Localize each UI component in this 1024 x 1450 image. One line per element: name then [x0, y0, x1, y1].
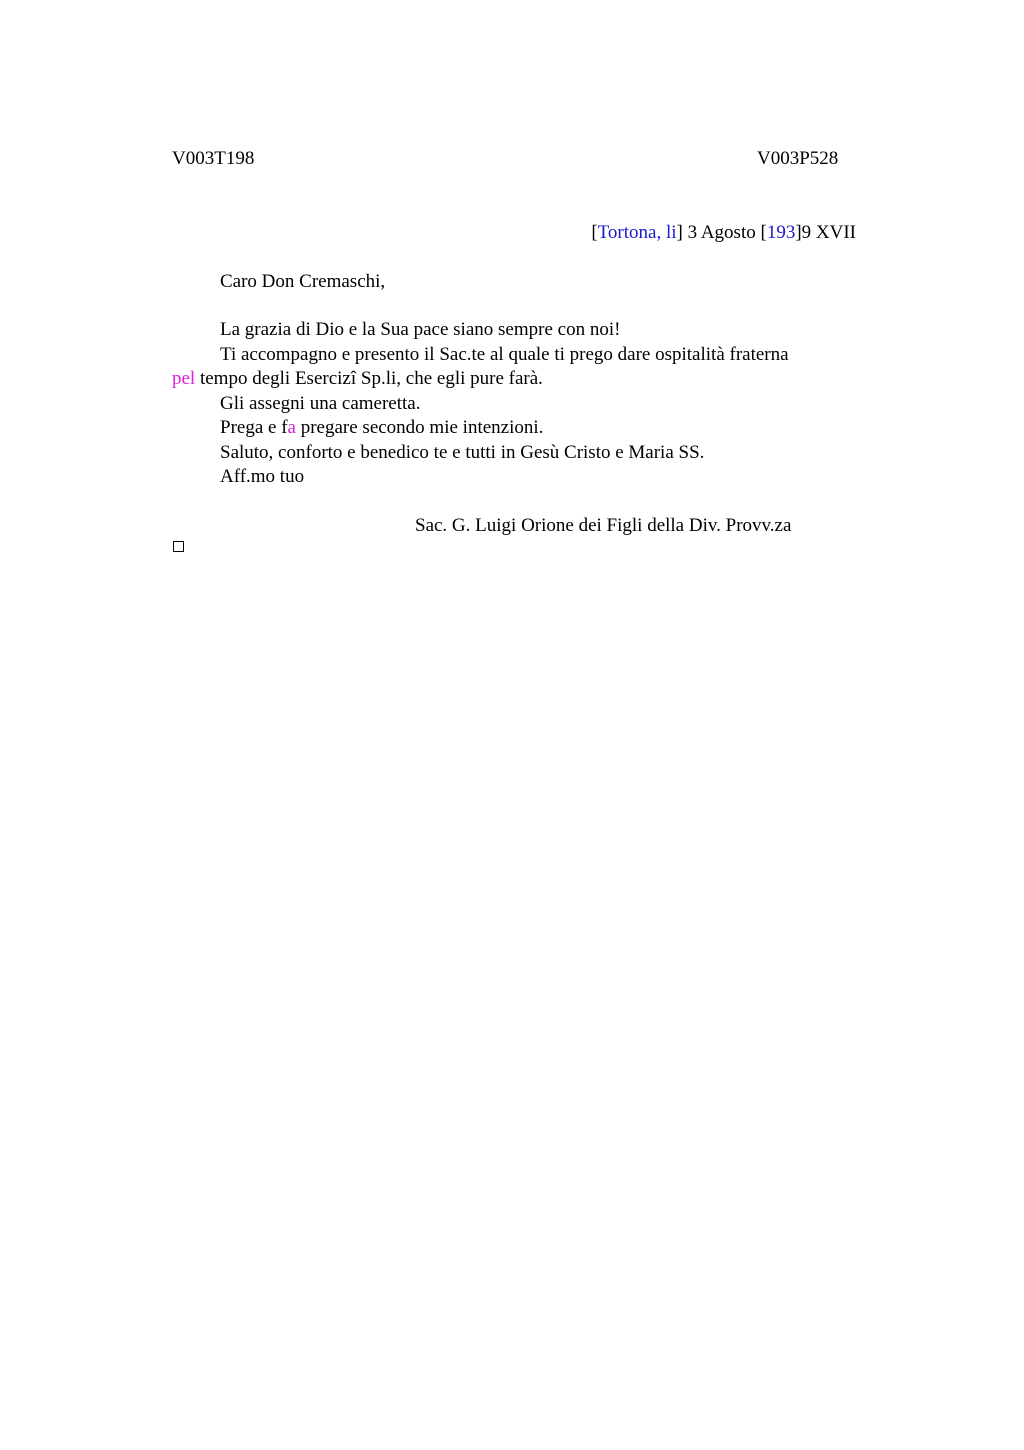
letter-line-5-correction: a: [287, 417, 296, 438]
letter-line-3-end: Sp.li, che egli pure farà.: [356, 368, 543, 389]
date-year-close-bracket: ]: [795, 222, 802, 243]
letter-line-5-start: Prega e f: [220, 417, 288, 438]
date-close-bracket: ]: [676, 222, 683, 243]
document-code-right: V003P528: [757, 148, 839, 169]
date-place: Tortona, li: [597, 222, 677, 243]
date-year-prefix: 193: [766, 222, 796, 243]
date-day-month: 3 Agosto: [682, 222, 761, 243]
letter-line-5-end: pregare secondo mie intenzioni.: [295, 417, 544, 438]
document-code-left: V003T198: [172, 148, 255, 169]
date-year-open-bracket: [: [760, 222, 767, 243]
date-year-suffix: 9 XVII: [801, 222, 856, 243]
letter-line-3-middle: tempo degli Esercizî: [195, 368, 357, 389]
letter-closing: Aff.mo tuo: [220, 466, 305, 487]
letter-line-3: [172, 368, 543, 390]
letter-date: [591, 222, 856, 244]
letter-line-6: Saluto, conforto e benedico te e tutti in Gesù Cristo e Maria SS.: [220, 442, 705, 463]
letter-line-1: La grazia di Dio e la Sua pace siano sempre con noi!: [220, 319, 621, 340]
letter-salutation: Caro Don Cremaschi,: [220, 271, 386, 292]
end-of-document-box-icon: [173, 541, 184, 552]
date-open-bracket: [: [591, 222, 598, 243]
letter-signature: Sac. G. Luigi Orione dei Figli della Div. Provv.za: [415, 515, 792, 536]
letter-line-5: [220, 417, 543, 439]
letter-line-4: Gli assegni una cameretta.: [220, 393, 421, 414]
letter-line-2: Ti accompagno e presento il Sac.te al quale ti prego dare ospitalità fraterna: [220, 344, 789, 365]
letter-line-3-pel: pel: [172, 368, 196, 389]
